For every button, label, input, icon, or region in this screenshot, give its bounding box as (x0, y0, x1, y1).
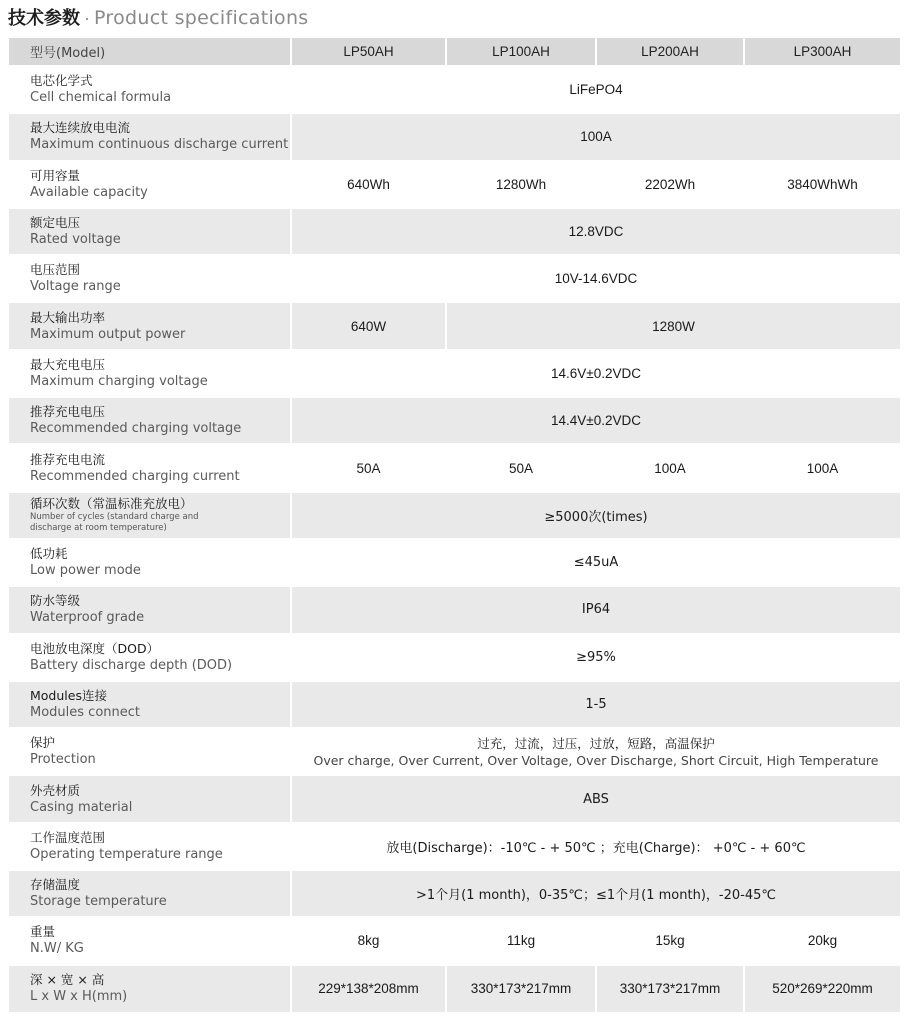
row-label (9, 728, 291, 775)
value-cell: 20kg (744, 917, 900, 964)
value-cell: 14.6V±0.2VDC (291, 350, 900, 397)
value-cell: 3840WhWh (744, 161, 900, 208)
label-zh: 推荐充电电压 (30, 404, 106, 420)
title-chinese: 技术参数 (8, 8, 80, 29)
label-zh: 最大充电电压 (30, 356, 106, 372)
row-casing-material (9, 775, 900, 822)
row-discharge-depth (9, 634, 900, 681)
value-cell: IP64 (291, 586, 900, 633)
value-cell: 1280Wh (446, 161, 596, 208)
row-waterproof-grade (9, 586, 900, 633)
value-cell: 50A (291, 444, 446, 491)
label-zh: 电芯化学式 (30, 73, 93, 89)
row-label (9, 255, 291, 302)
value-cell: 330*173*217mm (446, 965, 596, 1012)
label-en: N.W/ KG (30, 941, 84, 957)
row-low-power-mode (9, 539, 900, 586)
row-recommended-charging-current (9, 444, 900, 491)
label-en: Protection (30, 752, 96, 768)
row-label (9, 161, 291, 208)
label-en: Waterproof grade (30, 610, 145, 626)
value-cell: 640Wh (291, 161, 446, 208)
row-dimensions (9, 965, 900, 1012)
value-cell: ≤45uA (291, 539, 900, 586)
row-label (9, 681, 291, 728)
page-title (8, 4, 309, 34)
label-zh: 最大输出功率 (30, 309, 106, 325)
label-en: L x W x H(mm) (30, 989, 128, 1005)
row-protection (9, 728, 900, 775)
value-cell: 15kg (596, 917, 744, 964)
label-zh: 重量 (30, 924, 56, 940)
row-max-output-power (9, 302, 900, 349)
label-zh: 电池放电深度（DOD） (30, 640, 160, 656)
label-en: Casing material (30, 799, 133, 815)
row-label (9, 66, 291, 113)
label-en: Maximum continuous discharge current (30, 137, 289, 153)
value-cell: 10V-14.6VDC (291, 255, 900, 302)
label-en: Voltage range (30, 279, 121, 295)
row-available-capacity (9, 161, 900, 208)
protection-zh: 过充，过流，过压，过放，短路，高温保护 (477, 735, 715, 751)
label-zh: 可用容量 (30, 167, 81, 183)
label-en: Maximum output power (30, 326, 186, 342)
value-cell (291, 728, 900, 775)
label-zh: 外壳材质 (30, 782, 81, 798)
row-label (9, 823, 291, 870)
value-cell: 12.8VDC (291, 208, 900, 255)
row-label (9, 397, 291, 444)
value-cell: 1-5 (291, 681, 900, 728)
value-cell: ≥95% (291, 634, 900, 681)
label-en: Battery discharge depth (DOD) (30, 657, 233, 673)
row-label (9, 539, 291, 586)
row-label (9, 965, 291, 1012)
title-separator: · (84, 8, 90, 28)
row-label (9, 775, 291, 822)
value-cell: 放电(Discharge)：-10℃ - + 50℃ ；充电(Charge)： +0℃ - + 60℃ (291, 823, 900, 870)
row-label (9, 208, 291, 255)
header-row (9, 38, 900, 66)
row-max-discharge-current (9, 113, 900, 160)
title-english: Product specifications (94, 7, 309, 29)
label-en: Low power mode (30, 563, 141, 579)
value-cell: 520*269*220mm (744, 965, 900, 1012)
label-en: Number of cycles (standard charge and discharge at room temperature) (30, 512, 199, 534)
model-header: 型号(Model) (9, 38, 291, 66)
label-en: Storage temperature (30, 894, 167, 910)
model-lp50ah: LP50AH (291, 38, 446, 66)
row-max-charging-voltage (9, 350, 900, 397)
row-cell-chemistry (9, 66, 900, 113)
row-label (9, 917, 291, 964)
value-cell: 100A (291, 113, 900, 160)
row-label (9, 350, 291, 397)
label-zh: 保护 (30, 735, 56, 751)
label-zh: 额定电压 (30, 215, 81, 231)
row-label (9, 634, 291, 681)
label-zh: 循环次数（常温标准充放电） (30, 496, 193, 512)
label-zh: 最大连续放电电流 (30, 120, 131, 136)
row-label (9, 870, 291, 917)
value-cell: LiFePO4 (291, 66, 900, 113)
label-en: Available capacity (30, 184, 148, 200)
label-zh: 深 × 宽 × 高 (30, 972, 105, 988)
label-zh: 存储温度 (30, 877, 81, 893)
row-modules-connect (9, 681, 900, 728)
spec-table (9, 38, 900, 1012)
row-recommended-charging-voltage (9, 397, 900, 444)
label-en: Cell chemical formula (30, 90, 172, 106)
row-label (9, 302, 291, 349)
row-label (9, 586, 291, 633)
value-cell: 100A (744, 444, 900, 491)
label-en: Rated voltage (30, 232, 121, 248)
value-cell: 8kg (291, 917, 446, 964)
value-cell: 330*173*217mm (596, 965, 744, 1012)
value-cell: >1个月(1 month)，0-35℃；≤1个月(1 month)，-20-45℃ (291, 870, 900, 917)
row-voltage-range (9, 255, 900, 302)
row-label (9, 444, 291, 491)
label-en: Modules connect (30, 705, 140, 720)
label-zh: Modules连接 (30, 688, 107, 703)
label-zh: 电压范围 (30, 262, 81, 278)
value-cell: 50A (446, 444, 596, 491)
row-label (9, 113, 291, 160)
label-en: Recommended charging voltage (30, 421, 242, 437)
row-cycles (9, 492, 900, 539)
label-en: Operating temperature range (30, 846, 223, 862)
model-lp200ah: LP200AH (596, 38, 744, 66)
row-rated-voltage (9, 208, 900, 255)
row-operating-temperature (9, 823, 900, 870)
label-zh: 推荐充电电流 (30, 451, 106, 467)
label-zh: 工作温度范围 (30, 829, 106, 845)
row-label (9, 492, 291, 539)
label-zh: 低功耗 (30, 546, 68, 562)
value-cell: ≥5000次(times) (291, 492, 900, 539)
value-cell: 229*138*208mm (291, 965, 446, 1012)
value-cell: 100A (596, 444, 744, 491)
model-lp100ah: LP100AH (446, 38, 596, 66)
label-en: Maximum charging voltage (30, 373, 208, 389)
value-cell: 11kg (446, 917, 596, 964)
model-lp300ah: LP300AH (744, 38, 900, 66)
value-cell: 1280W (446, 302, 900, 349)
value-cell: 14.4V±0.2VDC (291, 397, 900, 444)
protection-en: Over charge, Over Current, Over Voltage, Over Discharge, Short Circuit, High Temperature (313, 752, 879, 768)
value-cell: 2202Wh (596, 161, 744, 208)
value-cell: 640W (291, 302, 446, 349)
label-en: Recommended charging current (30, 468, 240, 484)
row-storage-temperature (9, 870, 900, 917)
row-weight (9, 917, 900, 964)
label-zh: 防水等级 (30, 593, 81, 609)
value-cell: ABS (291, 775, 900, 822)
